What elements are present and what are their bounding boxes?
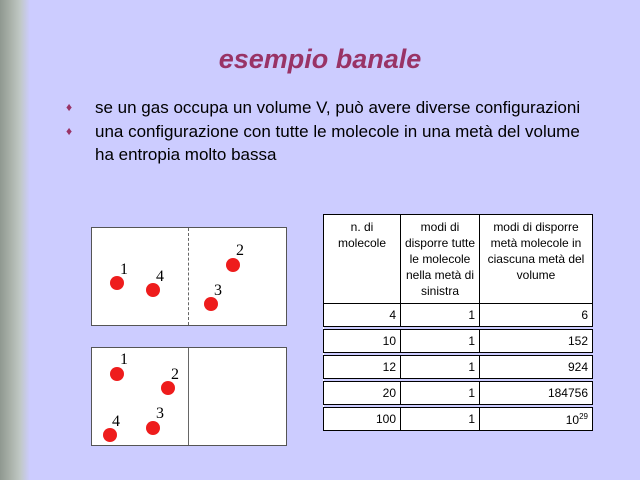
table-cell: 184756 [480,382,593,405]
slide-title: esempio banale [218,44,422,74]
table-cell: 1 [401,330,480,353]
column-header: n. di molecole [324,215,401,304]
table-cell: 1 [401,408,480,431]
bullet-item [64,120,584,166]
bullet-icon: ♦ [66,124,73,138]
table-row [324,382,593,405]
molecule-label: 2 [171,366,179,383]
bullet-text: una configurazione con tutte le molecole in una metà del volume ha entropia molto bassa [95,122,580,164]
bullet-text: se un gas occupa un volume V, può avere diverse configurazioni [95,98,581,117]
table-cell: 100 [324,408,401,431]
table-row [324,304,593,327]
molecule-dot [110,367,124,381]
table-row [324,356,593,379]
molecule-label: 1 [120,261,128,278]
table-cell: 20 [324,382,401,405]
molecule-label: 3 [214,282,222,299]
table-cell: 924 [480,356,593,379]
column-header: modi di disporre metà molecole in ciascuna metà del volume [480,215,593,304]
table-cell: 6 [480,304,593,327]
power-base: 10 [565,412,580,427]
table-cell: 10 [324,330,401,353]
bullet-icon: ♦ [66,100,73,114]
molecule-dot [146,421,160,435]
table-cell: 4 [324,304,401,327]
table-header-row [324,215,593,304]
table-cell: 1 [401,304,480,327]
table-cell: 1 [401,382,480,405]
molecule-label: 4 [112,413,120,430]
container-left-half [91,347,287,446]
molecule-label: 3 [156,405,164,422]
molecule-label: 2 [236,242,244,259]
container-mixed [91,227,287,326]
dashed-divider [188,228,189,325]
bullet-list [64,96,584,167]
table-cell: 152 [480,330,593,353]
table-cell: 12 [324,356,401,379]
molecule-label: 4 [156,268,164,285]
table-row [324,408,593,431]
configurations-table [323,214,593,431]
table-row [324,330,593,353]
bullet-item [64,96,584,119]
column-header: modi di disporre tutte le molecole nella metà di sinistra [401,215,480,304]
molecule-dot [226,258,240,272]
molecule-label: 1 [120,351,128,368]
table-cell: 1 [401,356,480,379]
power-exponent: 29 [579,411,588,421]
divider [188,348,189,445]
table-cell [480,408,593,431]
